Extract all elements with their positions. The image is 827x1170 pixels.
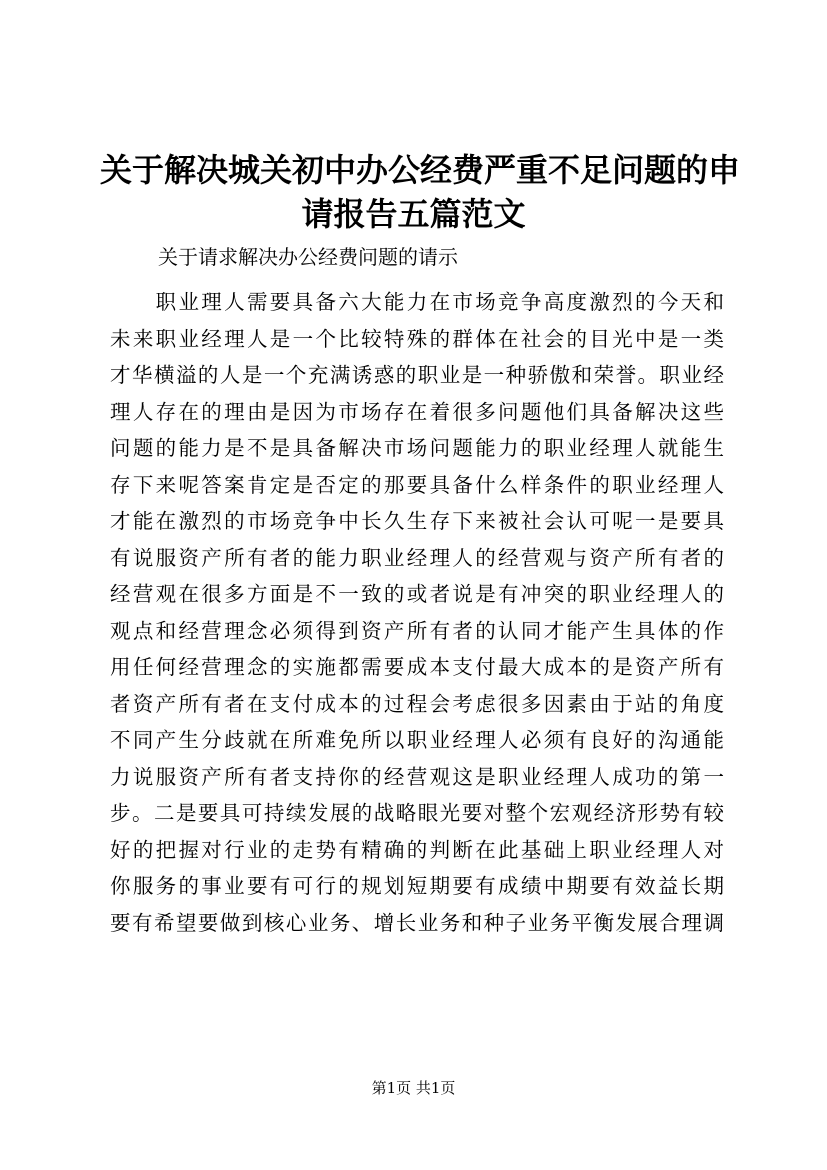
body-line: 经营观在很多方面是不一致的或者说是有冲突的职业经理人的 [110, 582, 724, 606]
body-line: 未来职业经理人是一个比较特殊的群体在社会的目光中是一类 [110, 326, 724, 351]
body-line: 你服务的事业要有可行的规划短期要有成绩中期要有效益长期 [110, 874, 724, 898]
body-line: 要有希望要做到核心业务、增长业务和种子业务平衡发展合理调 [110, 910, 724, 935]
body-line: 好的把握对行业的走势有精确的判断在此基础上职业经理人对 [110, 837, 724, 862]
body-line: 不同产生分歧就在所难免所以职业经理人必须有良好的沟通能 [110, 728, 724, 752]
body-line: 者资产所有者在支付成本的过程会考虑很多因素由于站的角度 [110, 691, 724, 716]
page-number-footer: 第1页 共1页 [371, 1079, 456, 1097]
document-title-line-2: 请报告五篇范文 [301, 195, 526, 233]
document-title-line-1: 关于解决城关初中办公经费严重不足问题的申 [100, 151, 741, 189]
body-line: 力说服资产所有者支持你的经营观这是职业经理人成功的第一 [110, 764, 724, 789]
body-line: 职业理人需要具备六大能力在市场竞争高度激烈的今天和 [110, 290, 724, 314]
body-line: 才能在激烈的市场竞争中长久生存下来被社会认可呢一是要具 [110, 509, 724, 533]
body-line: 有说服资产所有者的能力职业经理人的经营观与资产所有者的 [110, 545, 724, 570]
body-line: 步。二是要具可持续发展的战略眼光要对整个宏观经济形势有较 [110, 801, 724, 825]
body-line: 才华横溢的人是一个充满诱惑的职业是一种骄傲和荣誉。职业经 [110, 363, 724, 387]
body-line: 用任何经营理念的实施都需要成本支付最大成本的是资产所有 [110, 655, 724, 679]
body-line: 理人存在的理由是因为市场存在着很多问题他们具备解决这些 [110, 399, 724, 424]
body-line: 问题的能力是不是具备解决市场问题能力的职业经理人就能生 [110, 436, 724, 460]
document-body [110, 284, 724, 941]
body-line: 存下来呢答案肯定是否定的那要具备什么样条件的职业经理人 [110, 472, 724, 497]
body-line: 观点和经营理念必须得到资产所有者的认同才能产生具体的作 [110, 618, 724, 643]
document-subtitle: 关于请求解决办公经费问题的请示 [158, 245, 458, 269]
